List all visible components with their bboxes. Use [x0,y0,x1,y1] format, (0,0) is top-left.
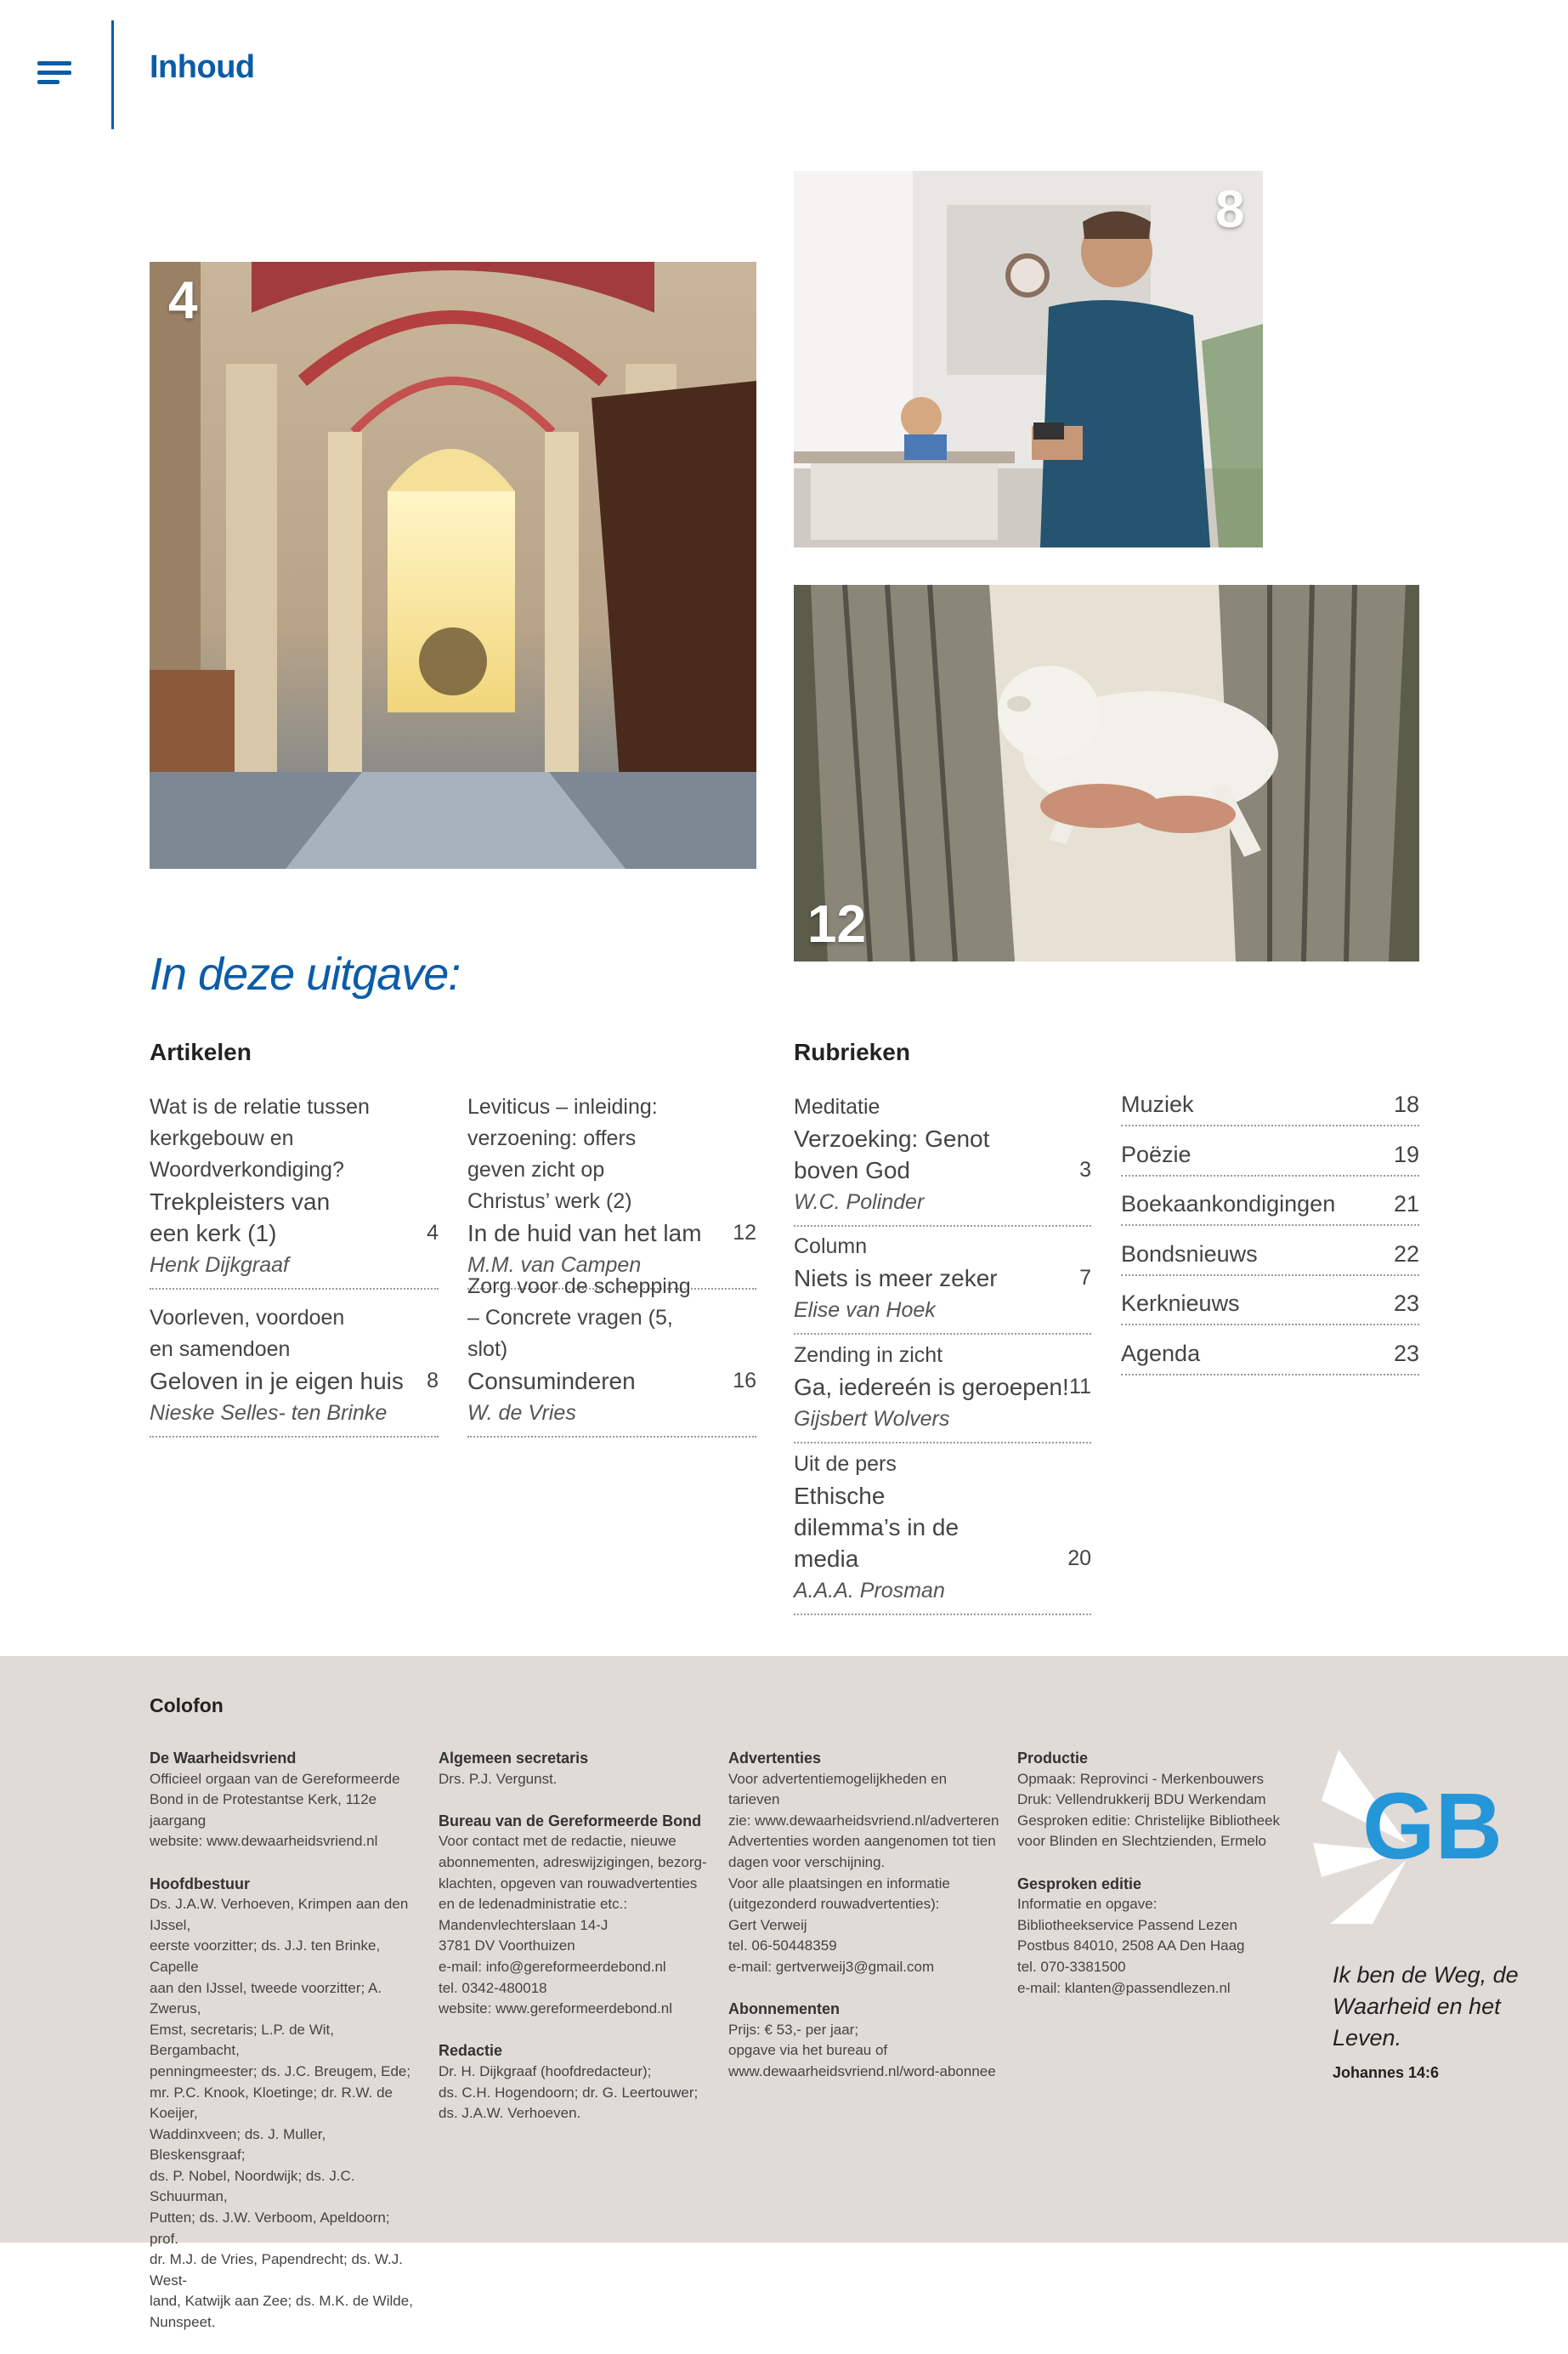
colofon-column-2 [439,1748,710,2145]
entry-title: Verzoeking: Genot boven God [794,1126,990,1183]
colofon-line: ds. J.A.W. Verhoeven. [439,2105,581,2122]
toc-entry[interactable] [467,1092,756,1290]
rubriek-label: Poëzie [1121,1142,1192,1167]
colofon-line: dr. M.J. de Vries, Papendrecht; ds. W.J. West- [150,2251,403,2289]
colofon-line: Officieel orgaan van de Gereformeerde [150,1770,400,1787]
entry-kicker: Leviticus – inleiding: verzoening: offers geven zicht op Christus’ werk (2) [467,1095,658,1213]
rubriek-page: 23 [1393,1290,1419,1316]
entry-page: 8 [427,1369,439,1393]
rubriek-item[interactable] [1121,1241,1419,1276]
header-divider [111,20,114,129]
colofon-line: Postbus 84010, 2508 AA Den Haag [1017,1937,1245,1954]
block-text [439,1769,710,1790]
colofon-line: e-mail: info@gereformeerdebond.nl [439,1958,666,1975]
entry-page: 20 [1067,1546,1091,1570]
rubriek-page: 23 [1393,1341,1419,1366]
entry-title: Ga, iedereén is geroepen! [794,1374,1069,1400]
colofon-line: en de ledenadministratie etc.: [439,1896,628,1913]
entry-page: 7 [1079,1266,1091,1290]
hamburger-menu-icon[interactable] [37,61,71,90]
entry-page: 4 [427,1221,439,1245]
block-heading: Gesproken editie [1017,1875,1142,1892]
colofon-line: Bibliotheekservice Passend Lezen [1017,1916,1237,1933]
colofon-line: dagen voor verschijning. [728,1853,886,1870]
block-text [150,1894,422,2333]
rubriek-page: 18 [1393,1092,1419,1117]
colofon-title: Colofon [150,1694,224,1716]
colofon-line: Mandenvlechterslaan 14-J [439,1916,609,1933]
toc-entry[interactable] [794,1340,1091,1444]
colofon-line: abonnementen, adreswijzigingen, bezorg- [439,1853,707,1870]
issue-heading: In deze uitgave: [150,949,461,1000]
block-text [728,2020,1000,2083]
colofon-line: Advertenties worden aangenomen tot tien [728,1833,996,1850]
entry-kicker: Meditatie [794,1095,880,1119]
rubriek-label: Agenda [1121,1341,1201,1366]
colofon-line: Nunspeet. [150,2314,216,2331]
rubrieken-heading: Rubrieken [794,1039,910,1065]
entry-page: 16 [733,1369,756,1393]
entry-title: Geloven in je eigen huis [150,1368,404,1394]
colofon-line: www.dewaarheidsvriend.nl/word-abonnee [728,2062,996,2079]
colofon-line: Emst, secretaris; L.P. de Wit, Bergambacht, [150,2021,334,2059]
colofon-column-1 [150,1748,422,2354]
block-heading: Productie [1017,1750,1089,1767]
rubriek-page: 21 [1393,1191,1419,1217]
colofon-line: e-mail: klanten@passendlezen.nl [1017,1979,1231,1996]
colofon-line: ds. P. Nobel, Noordwijk; ds. J.C. Schuurman, [150,2167,355,2205]
page-title: Inhoud [150,49,255,85]
entry-title: Ethische dilemma’s in de media [794,1483,959,1572]
colofon-line: eerste voorzitter; ds. J.J. ten Brinke, Capelle [150,1937,381,1975]
rubriek-item[interactable] [1121,1142,1419,1177]
colofon-column-4 [1017,1748,1289,2020]
block-heading: Hoofdbestuur [150,1875,250,1892]
entry-author: Nieske Selles- ten Brinke [150,1401,388,1425]
entry-title: In de huid van het lam [467,1220,702,1246]
colofon-line: land, Katwijk aan Zee; ds. M.K. de Wilde, [150,2293,413,2310]
colofon-line: website: www.gereformeerdebond.nl [439,2000,672,2017]
entry-page: 11 [1069,1375,1091,1398]
entry-title: Niets is meer zeker [794,1265,998,1291]
colofon-line: e-mail: gertverweij3@gmail.com [728,1958,935,1975]
block-heading: Bureau van de Gereformeerde Bond [439,1812,702,1829]
entry-kicker: Column [794,1234,868,1258]
toc-entry[interactable] [794,1092,1091,1227]
church-interior-photo[interactable] [150,262,756,869]
colofon-line: Putten; ds. J.W. Verboom, Apeldoorn; prof. [150,2209,390,2247]
entry-author: Elise van Hoek [794,1298,936,1322]
rubriek-label: Boekaankondigingen [1121,1191,1336,1217]
entry-author: M.M. van Campen [467,1253,642,1277]
colofon-line: ds. C.H. Hogendoorn; dr. G. Leertouwer; [439,2084,699,2101]
block-heading: Abonnementen [728,2000,841,2018]
rubriek-item[interactable] [1121,1290,1419,1325]
entry-kicker: Uit de pers [794,1452,897,1476]
block-heading: Redactie [439,2042,503,2060]
scripture-reference: Johannes 14:6 [1333,2064,1440,2081]
logo-letter-g: GB [1362,1774,1503,1879]
entry-author: W. de Vries [467,1401,576,1425]
colofon-line: klachten, opgeven van rouwadvertenties [439,1875,698,1892]
page-number-badge: 12 [807,895,866,954]
entry-kicker: Wat is de relatie tussen kerkgebouw en Woordverkondiging? [150,1095,370,1182]
entry-author: Gijsbert Wolvers [794,1407,950,1431]
entry-kicker: Voorleven, voordoen en samendoen [150,1306,345,1361]
entry-page: 3 [1079,1158,1091,1182]
colofon-column-3 [728,1748,1000,2103]
lamb-in-arms-photo[interactable] [794,585,1419,961]
rubriek-item[interactable] [1121,1092,1419,1126]
colofon-line: Ds. J.A.W. Verhoeven, Krimpen aan den IJssel, [150,1896,409,1933]
colofon-line: zie: www.dewaarheidsvriend.nl/adverteren [728,1812,999,1829]
colofon-line: Druk: Vellendrukkerij BDU Werkendam [1017,1791,1266,1808]
scripture-quote: Ik ben de Weg, de Waarheid en het Leven. [1333,1962,1519,2051]
block-text [728,1769,1000,1978]
page-number-badge: 8 [1215,180,1245,239]
colofon-line: voor Blinden en Slechtzienden, Ermelo [1017,1833,1266,1850]
block-text [150,1769,422,1852]
colofon-line: Voor alle plaatsingen en informatie [728,1875,950,1892]
block-heading: Advertenties [728,1750,822,1767]
colofon-line: website: www.dewaarheidsvriend.nl [150,1833,378,1850]
rubriek-label: Muziek [1121,1092,1194,1117]
colofon-line: tel. 070-3381500 [1017,1958,1126,1975]
entry-author: A.A.A. Prosman [794,1579,945,1602]
entry-kicker: Zorg voor de schepping – Concrete vragen (5, slot) [467,1274,691,1361]
entry-kicker: Zending in zicht [794,1343,943,1367]
colofon-line: 3781 DV Voorthuizen [439,1937,575,1954]
colofon-line: Gert Verweij [728,1916,807,1933]
colofon-line: Voor advertentiemogelijkheden en tarieven [728,1770,948,1808]
rubriek-label: Kerknieuws [1121,1290,1240,1316]
artikelen-heading: Artikelen [150,1039,252,1065]
entry-author: W.C. Polinder [794,1190,925,1214]
rubriek-item[interactable] [1121,1191,1419,1226]
colofon-line: Bond in de Protestantse Kerk, 112e jaargang [150,1791,377,1829]
gereformeerde-bond-logo [1313,1750,1503,1924]
entry-title: Trekpleisters van een kerk (1) [150,1188,331,1246]
man-with-phone-photo[interactable] [794,171,1263,547]
colofon-line: tel. 06-50448359 [728,1937,837,1954]
block-text [1017,1769,1289,1852]
colofon-line: opgave via het bureau of [728,2042,888,2059]
block-text [439,1831,710,2019]
colofon-line: penningmeester; ds. J.C. Breugem, Ede; [150,2062,411,2079]
rubriek-page: 19 [1393,1142,1419,1167]
colofon-line: Opmaak: Reprovinci - Merkenbouwers [1017,1770,1265,1787]
colofon-line: Informatie en opgave: [1017,1896,1158,1913]
colofon-line: aan den IJssel, tweede voorzitter; A. Zwerus, [150,1979,382,2017]
colofon-line: Voor contact met de redactie, nieuwe [439,1833,676,1850]
toc-entry[interactable] [150,1092,439,1290]
toc-entry[interactable] [794,1231,1091,1335]
colofon-line: Prijs: € 53,- per jaar; [728,2021,859,2038]
block-heading: De Waarheidsvriend [150,1750,297,1767]
colofon-line: Drs. P.J. Vergunst. [439,1770,558,1787]
colofon-line: Waddinxveen; ds. J. Muller, Bleskensgraaf; [150,2125,326,2164]
colofon-line: tel. 0342-480018 [439,1979,547,1996]
block-text [1017,1894,1289,1999]
page-number-badge: 4 [168,271,198,330]
toc-entry[interactable] [467,1271,756,1438]
rubriek-label: Bondsnieuws [1121,1241,1258,1267]
toc-entry[interactable] [794,1449,1091,1615]
entry-page: 12 [733,1221,756,1245]
rubriek-item[interactable] [1121,1341,1419,1376]
colofon-line: Gesproken editie: Christelijke Bibliotheek [1017,1812,1280,1829]
entry-author: Henk Dijkgraaf [150,1253,289,1277]
rubriek-page: 22 [1393,1241,1419,1267]
colofon-line: Dr. H. Dijkgraaf (hoofdredacteur); [439,2062,652,2079]
toc-entry[interactable] [150,1302,439,1438]
block-heading: Algemeen secretaris [439,1750,589,1767]
colofon-line: (uitgezonderd rouwadvertenties): [728,1896,940,1913]
colofon-line: mr. P.C. Knook, Kloetinge; dr. R.W. de Koeijer, [150,2084,393,2122]
block-text [439,2062,710,2124]
entry-title: Consuminderen [467,1368,636,1394]
